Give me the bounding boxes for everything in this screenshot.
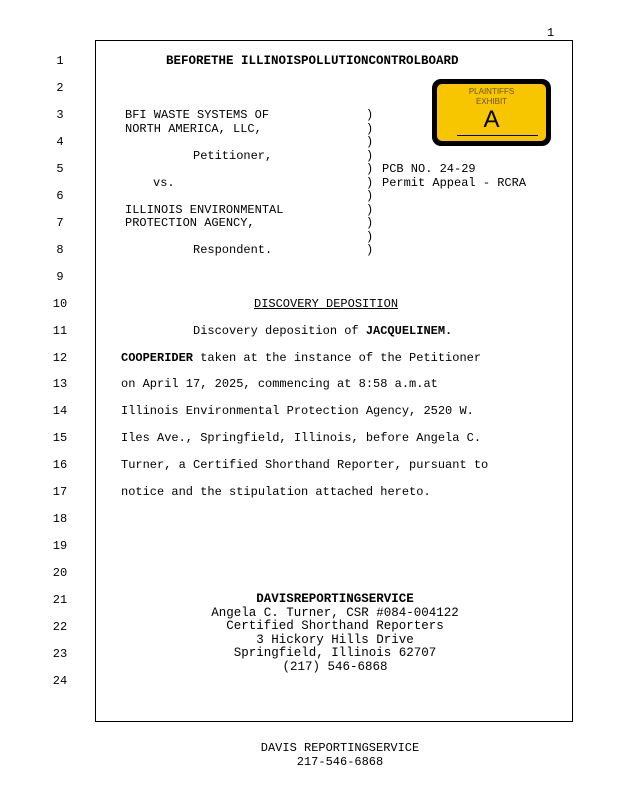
exhibit-underline — [457, 135, 538, 136]
reporting-company: DAVISREPORTINGSERVICE — [256, 592, 414, 606]
body-line-12 — [121, 351, 481, 365]
board-heading: BEFORETHE ILLINOISPOLLUTIONCONTROLBOARD — [166, 54, 459, 68]
versus-label: vs. — [153, 176, 175, 190]
footer-phone: 217-546-6868 — [296, 755, 384, 769]
petitioner-name-line1: BFI WASTE SYSTEMS OF — [125, 108, 270, 122]
deposition-title: DISCOVERY DEPOSITION — [254, 297, 399, 311]
reporter-block — [150, 593, 520, 674]
reporter-phone: (217) 546-6868 — [282, 659, 388, 674]
line-number: 20 — [52, 566, 68, 580]
petitioner-role: Petitioner, — [193, 149, 273, 163]
reporter-name: Angela C. Turner, CSR #084-004122 — [211, 605, 459, 620]
line-number: 16 — [52, 458, 68, 472]
reporter-title: Certified Shorthand Reporters — [226, 619, 444, 633]
line-number: 21 — [52, 593, 68, 607]
respondent-name-line1: ILLINOIS ENVIRONMENTAL — [125, 203, 284, 217]
line-number: 14 — [52, 404, 68, 418]
line-number: 11 — [52, 324, 68, 338]
line-number: 19 — [52, 539, 68, 553]
petitioner-name-line2: NORTH AMERICA, LLC, — [125, 122, 262, 136]
line-number: 3 — [56, 108, 64, 122]
exhibit-label-line1: PLAINTIFFS — [468, 87, 515, 96]
body-line-17: notice and the stipulation attached hereto. — [121, 485, 431, 499]
body-line-11-text: Discovery deposition of — [193, 324, 366, 338]
case-number: PCB NO. 24-29 — [382, 162, 476, 176]
body-line-11 — [193, 324, 452, 338]
case-type: Permit Appeal - RCRA — [382, 176, 527, 190]
paren: ) — [366, 203, 374, 217]
deponent-first-name: JACQUELINEM. — [365, 324, 453, 338]
line-number: 13 — [52, 377, 68, 391]
page-number: 1 — [547, 26, 555, 40]
line-number: 24 — [52, 674, 68, 688]
paren: ) — [366, 230, 374, 244]
line-number: 18 — [52, 512, 68, 526]
line-number: 5 — [56, 162, 64, 176]
reporter-address1: 3 Hickory Hills Drive — [256, 632, 414, 647]
exhibit-sticker — [432, 79, 551, 146]
body-line-14: Illinois Environmental Protection Agency, 2520 W. — [121, 404, 474, 418]
line-number: 22 — [52, 620, 68, 634]
exhibit-label-line2: EXHIBIT — [475, 97, 508, 106]
line-number: 7 — [56, 216, 64, 230]
line-number: 4 — [56, 135, 64, 149]
body-line-12-text: taken at the instance of the Petitioner — [193, 351, 482, 365]
paren: ) — [366, 216, 374, 230]
line-number: 15 — [52, 431, 68, 445]
paren: ) — [366, 243, 374, 257]
line-number: 6 — [56, 189, 64, 203]
line-number: 1 — [56, 54, 64, 68]
line-number: 10 — [52, 297, 68, 311]
paren: ) — [366, 135, 374, 149]
footer-company: DAVIS REPORTINGSERVICE — [260, 741, 420, 755]
body-line-13: on April 17, 2025, commencing at 8:58 a.m.at — [121, 377, 438, 391]
paren: ) — [366, 122, 374, 136]
line-number: 9 — [56, 270, 64, 284]
respondent-role: Respondent. — [193, 243, 273, 257]
line-number: 2 — [56, 81, 64, 95]
deponent-last-name: COOPERIDER — [121, 351, 194, 365]
line-number: 17 — [52, 485, 68, 499]
line-number: 8 — [56, 243, 64, 257]
paren: ) — [366, 176, 374, 190]
reporter-address2: Springfield, Illinois 62707 — [233, 646, 437, 660]
paren: ) — [366, 149, 374, 163]
paren: ) — [366, 189, 374, 203]
paren: ) — [366, 108, 374, 122]
body-line-16: Turner, a Certified Shorthand Reporter, pursuant to — [121, 458, 489, 472]
line-number: 12 — [52, 351, 68, 365]
respondent-name-line2: PROTECTION AGENCY, — [125, 216, 255, 230]
line-number: 23 — [52, 647, 68, 661]
exhibit-letter: A — [483, 106, 500, 133]
paren: ) — [366, 162, 374, 176]
body-line-15: Iles Ave., Springfield, Illinois, before Angela C. — [121, 431, 482, 445]
